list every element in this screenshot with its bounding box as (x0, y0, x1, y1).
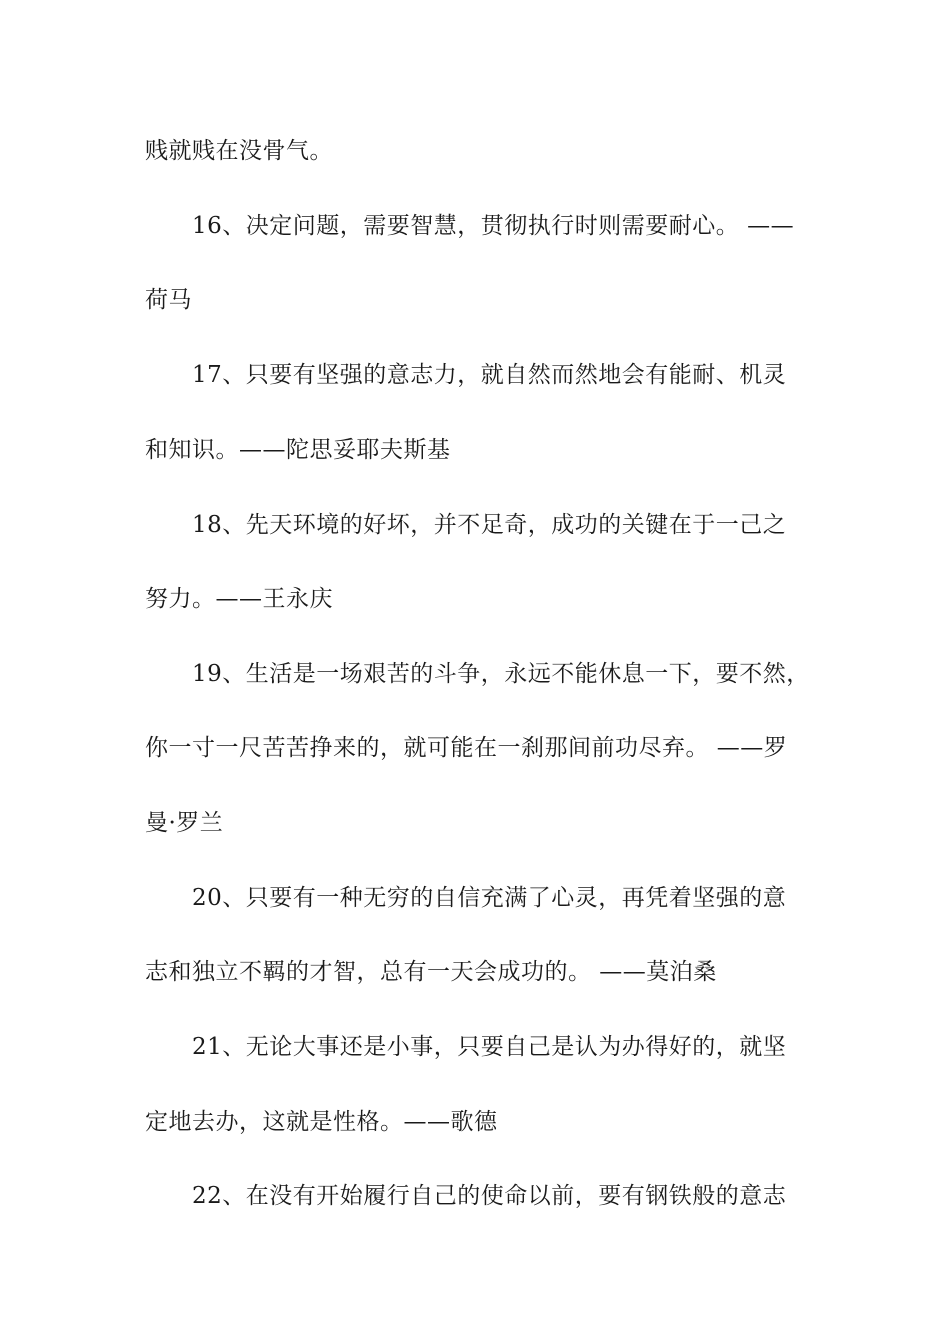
quote-20-line-1: 20、只要有一种无穷的自信充满了心灵，再凭着坚强的意 (192, 885, 787, 911)
quote-21-line-1: 21、无论大事还是小事，只要自己是认为办得好的，就坚 (192, 1034, 787, 1060)
quote-19-line-2: 你一寸一尺苦苦挣来的，就可能在一刹那间前功尽弃。 ——罗 (145, 735, 788, 761)
quote-19-line-1: 19、生活是一场艰苦的斗争，永远不能休息一下，要不然， (192, 661, 810, 687)
quote-16-line-2: 荷马 (145, 287, 192, 313)
quote-16-line-1: 16、决定问题，需要智慧，贯彻执行时则需要耐心。 —— (192, 213, 795, 239)
quote-19-line-3: 曼·罗兰 (145, 810, 224, 836)
quote-20-line-2: 志和独立不羁的才智，总有一天会成功的。 ——莫泊桑 (145, 959, 717, 985)
quote-17-line-2: 和知识。——陀思妥耶夫斯基 (145, 437, 451, 463)
quote-17-line-1: 17、只要有坚强的意志力，就自然而然地会有能耐、机灵 (192, 362, 787, 388)
quote-18-line-1: 18、先天环境的好坏，并不足奇，成功的关键在于一己之 (192, 512, 787, 538)
quote-21-line-2: 定地去办，这就是性格。——歌德 (145, 1109, 498, 1135)
text-line: 贱就贱在没骨气。 (145, 138, 333, 164)
quote-18-line-2: 努力。——王永庆 (145, 586, 333, 612)
quote-22-line-1: 22、在没有开始履行自己的使命以前，要有钢铁般的意志 (192, 1183, 787, 1209)
